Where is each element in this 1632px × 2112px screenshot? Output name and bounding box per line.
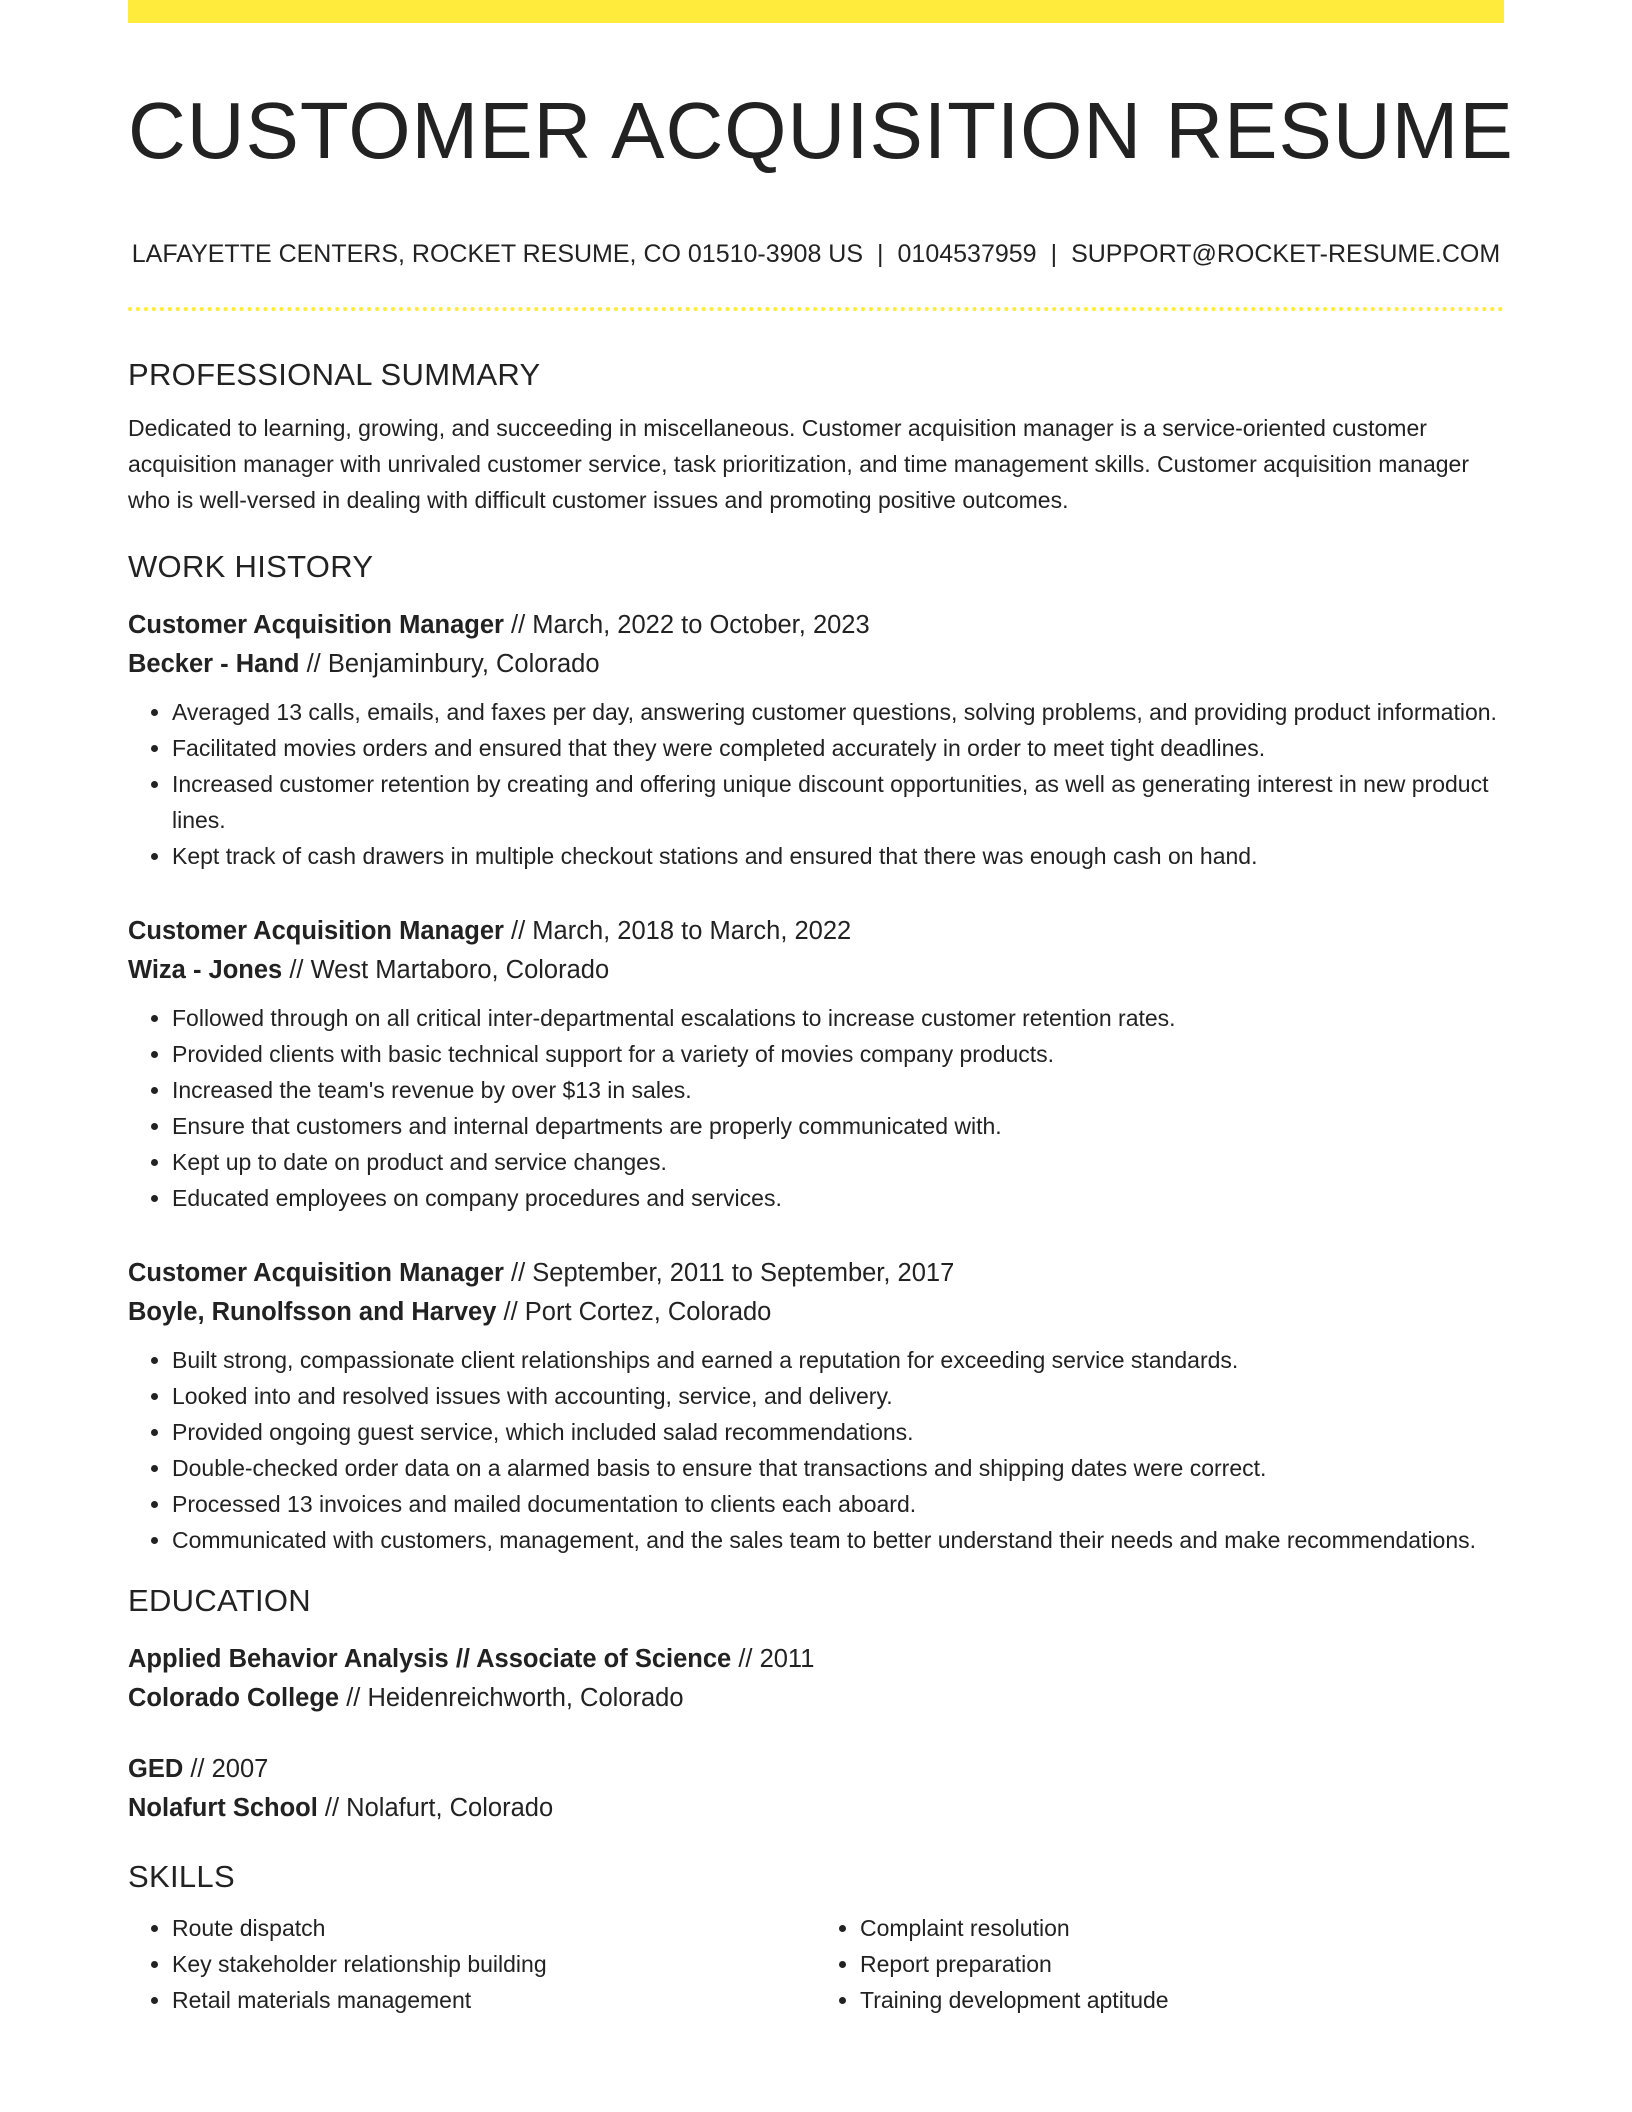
job-bullet: • Double-checked order data on a alarmed basis to ensure that transactions and shipping dates were correct. [172, 1450, 1504, 1486]
skills-list [128, 1910, 1504, 2018]
contact-address: LAFAYETTE CENTERS, ROCKET RESUME, CO 01510-3908 US [131, 240, 864, 268]
job-entry [128, 1254, 1504, 1558]
job-company-line [128, 1293, 1504, 1332]
skills-column-left [128, 1910, 816, 2018]
job-company: Becker - Hand [128, 650, 300, 678]
contact-line [128, 236, 1504, 272]
job-bullet: • Facilitated movies orders and ensured that they were completed accurately in order to meet tight deadlines. [172, 730, 1504, 766]
skill-item: • Key stakeholder relationship building [172, 1946, 816, 1982]
education-degree-line [128, 1640, 1504, 1679]
skill-item: • Report preparation [860, 1946, 1504, 1982]
job-location: // Benjaminbury, Colorado [299, 650, 600, 678]
education-school-line [128, 1789, 1504, 1828]
education-location: // Heidenreichworth, Colorado [339, 1684, 684, 1712]
job-bullet: • Averaged 13 calls, emails, and faxes per day, answering customer questions, solving problems, and providing product information. [172, 694, 1504, 730]
job-bullet: • Increased customer retention by creating and offering unique discount opportunities, as well as generating interest in new product lines. [172, 766, 1504, 838]
education-degree-line [128, 1750, 1504, 1789]
education-heading: EDUCATION [128, 1583, 311, 1618]
job-dates: // September, 2011 to September, 2017 [503, 1259, 955, 1287]
job-dates: // March, 2018 to March, 2022 [503, 917, 852, 945]
job-bullet: • Increased the team's revenue by over $13 in sales. [172, 1072, 1504, 1108]
contact-separator: | [877, 240, 884, 268]
job-bullet: • Ensure that customers and internal departments are properly communicated with. [172, 1108, 1504, 1144]
job-bullet: • Built strong, compassionate client relationships and earned a reputation for exceeding service standards. [172, 1342, 1504, 1378]
education-school: Nolafurt School [128, 1794, 318, 1822]
job-bullet: • Kept up to date on product and service changes. [172, 1144, 1504, 1180]
education-degree: GED [128, 1755, 184, 1783]
job-company-line [128, 951, 1504, 990]
job-company: Wiza - Jones [128, 956, 283, 984]
contact-separator: | [1050, 240, 1058, 268]
job-entry [128, 606, 1504, 874]
job-bullet: • Looked into and resolved issues with accounting, service, and delivery. [172, 1378, 1504, 1414]
job-title-line [128, 1254, 1504, 1293]
job-bullet: • Communicated with customers, management, and the sales team to better understand their needs and make recommendations. [172, 1522, 1504, 1558]
education-school-line [128, 1679, 1504, 1718]
job-title: Customer Acquisition Manager [128, 611, 504, 639]
resume-content [128, 352, 1504, 2018]
job-location: // West Martaboro, Colorado [282, 956, 610, 984]
summary-heading: PROFESSIONAL SUMMARY [128, 357, 541, 392]
job-location: // Port Cortez, Colorado [496, 1298, 772, 1326]
job-title-line [128, 912, 1504, 951]
job-bullet: • Provided clients with basic technical support for a variety of movies company products. [172, 1036, 1504, 1072]
job-company: Boyle, Runolfsson and Harvey [128, 1298, 497, 1326]
job-bullet: • Kept track of cash drawers in multiple checkout stations and ensured that there was enough cash on hand. [172, 838, 1504, 874]
job-entry [128, 912, 1504, 1216]
summary-text: Dedicated to learning, growing, and succeeding in miscellaneous. Customer acquisition manager is a service-oriented customer acquisition manager with unrivaled customer service, task prioritization, and time management skills. Customer acquisition manager who is well-versed in dealing with difficult customer issues and promoting positive outcomes. [128, 415, 1469, 513]
page-title: CUSTOMER ACQUISITION RESUME [128, 86, 1514, 175]
skill-item: • Complaint resolution [860, 1910, 1504, 1946]
education-year: // 2007 [183, 1755, 269, 1783]
job-bullet: • Provided ongoing guest service, which included salad recommendations. [172, 1414, 1504, 1450]
education-school: Colorado College [128, 1684, 340, 1712]
education-entry [128, 1750, 1504, 1828]
job-bullets [128, 694, 1504, 874]
contact-email: SUPPORT@ROCKET-RESUME.COM [1071, 240, 1501, 268]
job-title: Customer Acquisition Manager [128, 1259, 504, 1287]
skills-column-right [816, 1910, 1504, 2018]
job-company-line [128, 645, 1504, 684]
dotted-divider [128, 307, 1504, 311]
education-entry [128, 1640, 1504, 1718]
job-title-line [128, 606, 1504, 645]
education-location: // Nolafurt, Colorado [317, 1794, 554, 1822]
work-history-heading: WORK HISTORY [128, 549, 374, 584]
education-degree: Applied Behavior Analysis // Associate of Science [128, 1645, 732, 1673]
skill-item: • Training development aptitude [860, 1982, 1504, 2018]
job-bullet: • Processed 13 invoices and mailed documentation to clients each aboard. [172, 1486, 1504, 1522]
skill-item: • Route dispatch [172, 1910, 816, 1946]
education-year: // 2011 [731, 1645, 815, 1673]
job-title: Customer Acquisition Manager [128, 917, 504, 945]
job-bullet: • Educated employees on company procedures and services. [172, 1180, 1504, 1216]
job-dates: // March, 2022 to October, 2023 [503, 611, 870, 639]
top-accent-bar [128, 0, 1504, 23]
contact-phone: 0104537959 [897, 240, 1037, 268]
job-bullets [128, 1000, 1504, 1216]
skill-item: • Retail materials management [172, 1982, 816, 2018]
job-bullet: • Followed through on all critical inter-departmental escalations to increase customer retention rates. [172, 1000, 1504, 1036]
job-bullets [128, 1342, 1504, 1558]
skills-heading: SKILLS [128, 1859, 235, 1894]
